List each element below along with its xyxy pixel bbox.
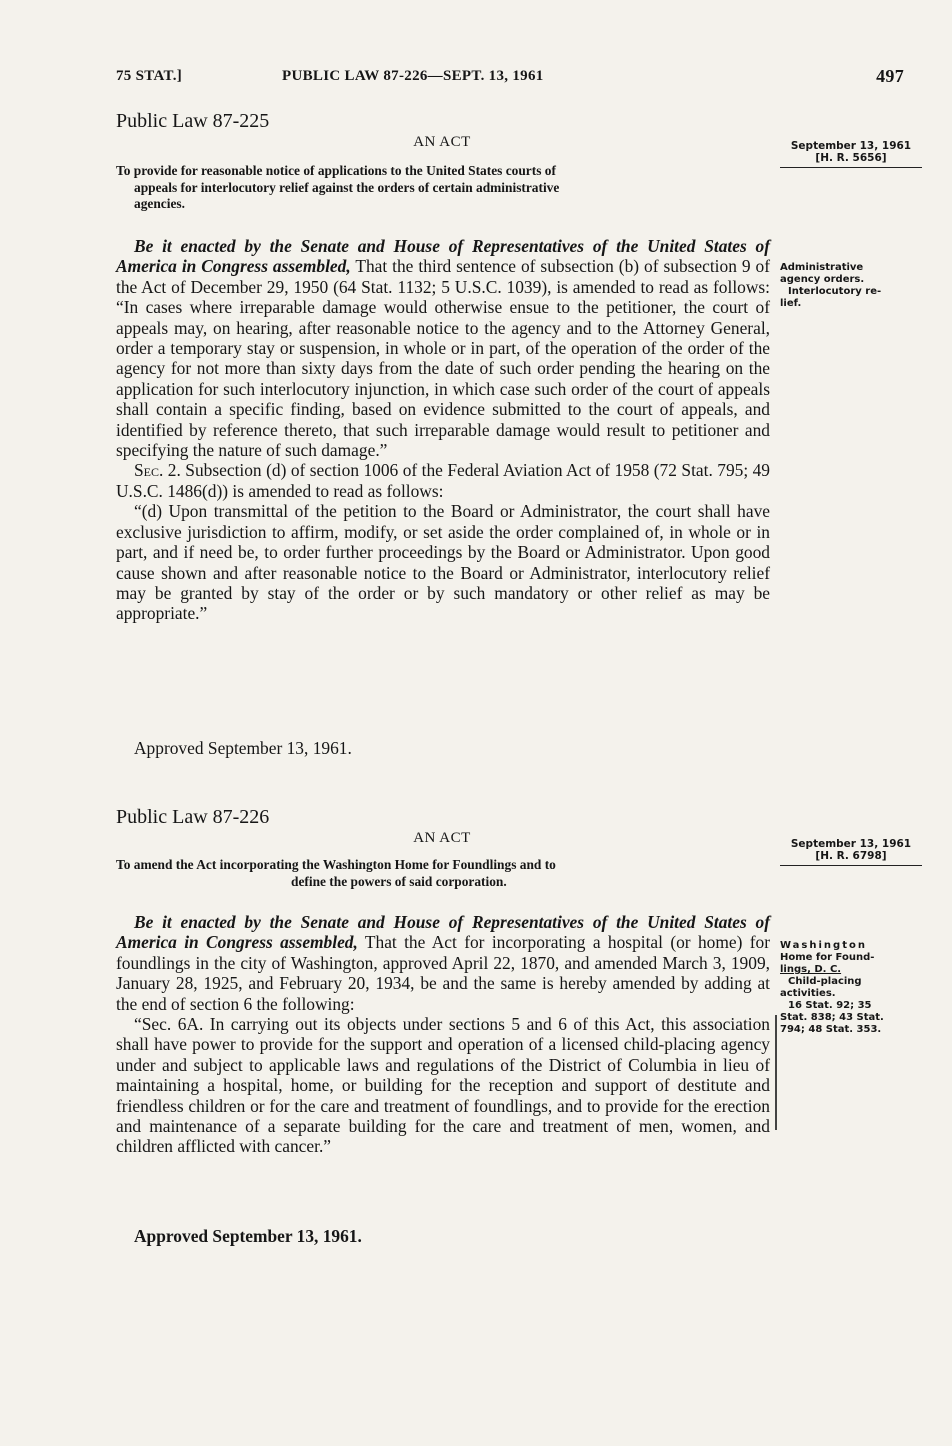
margin-note-2-line-4: Child-placing	[788, 976, 862, 987]
bill-number-1: [H. R. 5656]	[815, 152, 887, 164]
law2-section-6a: “Sec. 6A. In carrying out its objects under sections 5 and 6 of this Act, this association shall have power to provide for the support and operation of a licensed child-placing agency under and subject to applicable laws and regulations of the District of Columbia in lieu of maintaining a hospital, home, or building for the reception and support of destitute and friendless children or for the care and treatment of foundlings, and to provide for the erection and maintenance of a separate building for the care and treatment of men, women, and children afflicted with cancer.”	[116, 1014, 770, 1157]
purpose-line-2: appeals for interlocutory relief against the orders of certain administrative	[134, 179, 560, 195]
enacting-clause-1: Be it enacted by the Senate and House of Representatives of the United States of America in Congress assembled,	[116, 236, 770, 277]
act-purpose-1	[116, 163, 768, 213]
act-heading-2: AN ACT	[413, 830, 471, 846]
running-head	[116, 66, 904, 88]
margin-note-2-line-5: activities.	[780, 988, 836, 999]
act-heading-1: AN ACT	[413, 134, 471, 150]
margin-note-2-line-3: lings, D. C.	[780, 964, 842, 975]
margin-note-1-line-2: agency orders.	[780, 274, 865, 285]
act-purpose-2	[116, 857, 768, 890]
purpose-2-line-1: To amend the Act incorporating the Washington Home for Foundlings and to	[116, 857, 556, 872]
date-note-2	[780, 838, 922, 866]
law1-section-2-text: Subsection (d) of section 1006 of the Federal Aviation Act of 1958 (72 Stat. 795; 49 U.S.C. 1486(d)) is amended to read as follows:	[116, 460, 771, 501]
purpose-2-line-2: define the powers of said corporation.	[291, 873, 507, 889]
law2-section-1-text: That the Act for incorporating a hospital (or home) for foundlings in the city of Washington, approved April 22, 1870, and amended March 3, 1909, January 28, 1925, and February 20, 1934, be and the same is hereby amended by adding at the end of section 6 the following:	[116, 932, 770, 1014]
approval-line-2: Approved September 13, 1961.	[134, 1226, 362, 1246]
margin-note-1-line-4: lief.	[780, 298, 802, 309]
sec-2-label: Sec. 2.	[134, 460, 181, 481]
margin-note-1-line-3: Interlocutory re-	[788, 286, 882, 297]
law1-section-1	[116, 236, 770, 460]
law1-section-2-quote: “(d) Upon transmittal of the petition to the Board or Administrator, the court shall have exclusive jurisdiction to affirm, modify, or set aside the order complained of, in whole or in part, and if need be, to order further proceedings by the Board or Administrator. Upon good cause shown and after reasonable notice to the Board or Administrator, interlocutory relief may be granted by stay of the order or by such mandatory or other relief as may be appropriate.”	[116, 501, 770, 624]
margin-note-2-line-1: Washington	[780, 940, 867, 951]
law2-section-1	[116, 912, 770, 1014]
purpose-line-3: agencies.	[134, 196, 185, 211]
running-title: PUBLIC LAW 87-226—SEPT. 13, 1961	[282, 68, 544, 84]
law1-body	[116, 236, 770, 624]
enactment-date-2: September 13, 1961	[790, 838, 912, 850]
date-rule-1	[780, 167, 922, 168]
law1-section-2	[116, 460, 770, 501]
approval-line-1: Approved September 13, 1961.	[134, 738, 352, 758]
page-number: 497	[876, 66, 904, 86]
enacting-clause-2: Be it enacted by the Senate and House of Representatives of the United States of America in Congress assembled,	[116, 912, 770, 953]
law-title-87-226: Public Law 87-226	[116, 806, 270, 828]
bill-number-2: [H. R. 6798]	[815, 850, 887, 862]
margin-note-2-line-8: 794; 48 Stat. 353.	[780, 1024, 882, 1035]
margin-note-1	[780, 262, 922, 310]
enactment-date-1: September 13, 1961	[790, 140, 912, 152]
purpose-line-1: To provide for reasonable notice of applications to the United States courts of	[116, 163, 556, 178]
margin-note-1-line-1: Administrative	[780, 262, 864, 273]
law1-section-1-text: That the third sentence of subsection (b) of subsection 9 of the Act of December 29, 1950 (64 Stat. 1132; 5 U.S.C. 1039), is amended to read as follows: “In cases where irreparable damage would otherwise ensue to the petitioner, the court of appeals may, on hearing, after reasonable notice to the agency and to the Attorney General, order a temporary stay or suspension, in whole or in part, of the operation of the order of the agency for not more than sixty days from the date of such order pending the hearing on the application for such interlocutory injunction, in which case such order of the court of appeals shall contain a specific finding, based on evidence submitted to the court of appeals, and identified by reference thereto, that such irreparable damage would result to petitioner and specifying the nature of such damage.”	[116, 256, 770, 461]
law-title-87-225: Public Law 87-225	[116, 110, 270, 132]
margin-note-2	[780, 940, 922, 1036]
margin-note-2-line-6: 16 Stat. 92; 35	[788, 1000, 872, 1011]
margin-note-2-line-7: Stat. 838; 43 Stat.	[780, 1012, 884, 1023]
date-note-1	[780, 140, 922, 168]
margin-change-bar	[775, 1015, 777, 1130]
margin-note-2-line-2: Home for Found-	[780, 952, 875, 963]
date-rule-2	[780, 865, 922, 866]
volume-reference: 75 STAT.]	[116, 68, 183, 84]
law2-body	[116, 912, 770, 1157]
